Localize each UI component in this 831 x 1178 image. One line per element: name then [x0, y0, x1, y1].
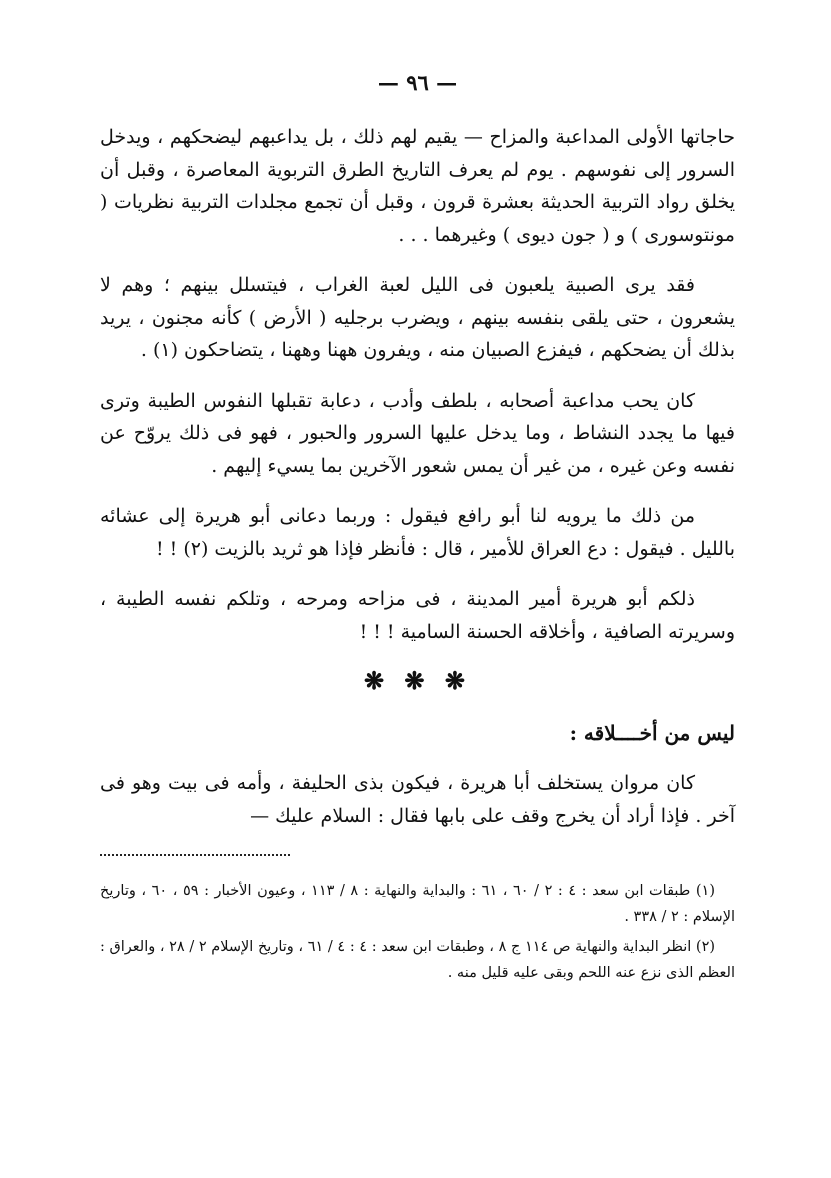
page-number: — ٩٦ — [377, 70, 458, 95]
footnote-divider [100, 854, 290, 856]
footnote-2: (٢) انظر البداية والنهاية ص ١١٤ ج ٨ ، وطبقات ابن سعد : ٤ : ٤ / ٦١ ، وتاريخ الإسلام ٢ / ٢٨ ، والعراق : العظم الذى نزع عنه اللحم وبقى عليه قليل منه . [100, 939, 735, 981]
paragraph-3: كان يحب مداعبة أصحابه ، بلطف وأدب ، دعابة تقبلها النفوس الطيبة وترى فيها ما يجدد النشاط ، وما يدخل عليها السرور والحبور ، فهو فى ذلك يروّح عن نفسه وعن غيره ، من غير أن يمس شعور الآخرين بما يسيء إليهم . [100, 389, 735, 477]
paragraph-1: حاجاتها الأولى المداعبة والمزاح — يقيم لهم ذلك ، بل يداعبهم ليضحكهم ، ويدخل السرور إلى نفوسهم . يوم لم يعرف التاريخ الطرق التربوية المعاصرة ، وقبل أن يخلق رواد التربية الحديثة بعشرة قرون ، وقبل أن تجمع مجلدات التربية نظريات ( مونتوسورى ) و ( جون ديوى ) وغيرهما . . . [100, 126, 735, 246]
paragraph-2: فقد يرى الصبية يلعبون فى الليل لعبة الغراب ، فيتسلل بينهم ؛ وهم لا يشعرون ، حتى يلقى بنفسه بينهم ، ويضرب برجليه ( الأرض ) كأنه مجنون ، يريد بذلك أن يضحكهم ، فيفزع الصبيان منه ، ويفرون ههنا وههنا ، يتضاحكون (١) . [100, 274, 735, 361]
paragraph-4: من ذلك ما يرويه لنا أبو رافع فيقول : وربما دعانى أبو هريرة إلى عشائه بالليل . فيقول : دع العراق للأمير ، قال : فأنظر فإذا هو ثريد بالزيت (٢) ! ! [100, 505, 735, 560]
footnote-1: (١) طبقات ابن سعد : ٤ : ٢ / ٦٠ ، ٦١ : والبداية والنهاية : ٨ / ١١٣ ، وعيون الأخبار : ٥٩ ، ٦٠ ، وتاريخ الإسلام : ٢ / ٣٣٨ . [100, 883, 735, 925]
section-heading: ليس من أخــــلاقه : [569, 721, 735, 745]
section-paragraph: كان مروان يستخلف أبا هريرة ، فيكون بذى الحليفة ، وأمه فى بيت وهو فى آخر . فإذا أراد أن يخرج وقف على بابها فقال : السلام عليك — [100, 772, 735, 827]
paragraph-5: ذلكم أبو هريرة أمير المدينة ، فى مزاحه ومرحه ، وتلكم نفسه الطيبة ، وسريرته الصافية ، وأخلاقه الحسنة السامية ! ! ! [100, 588, 735, 643]
section-separator: ❋ ❋ ❋ [363, 666, 472, 695]
